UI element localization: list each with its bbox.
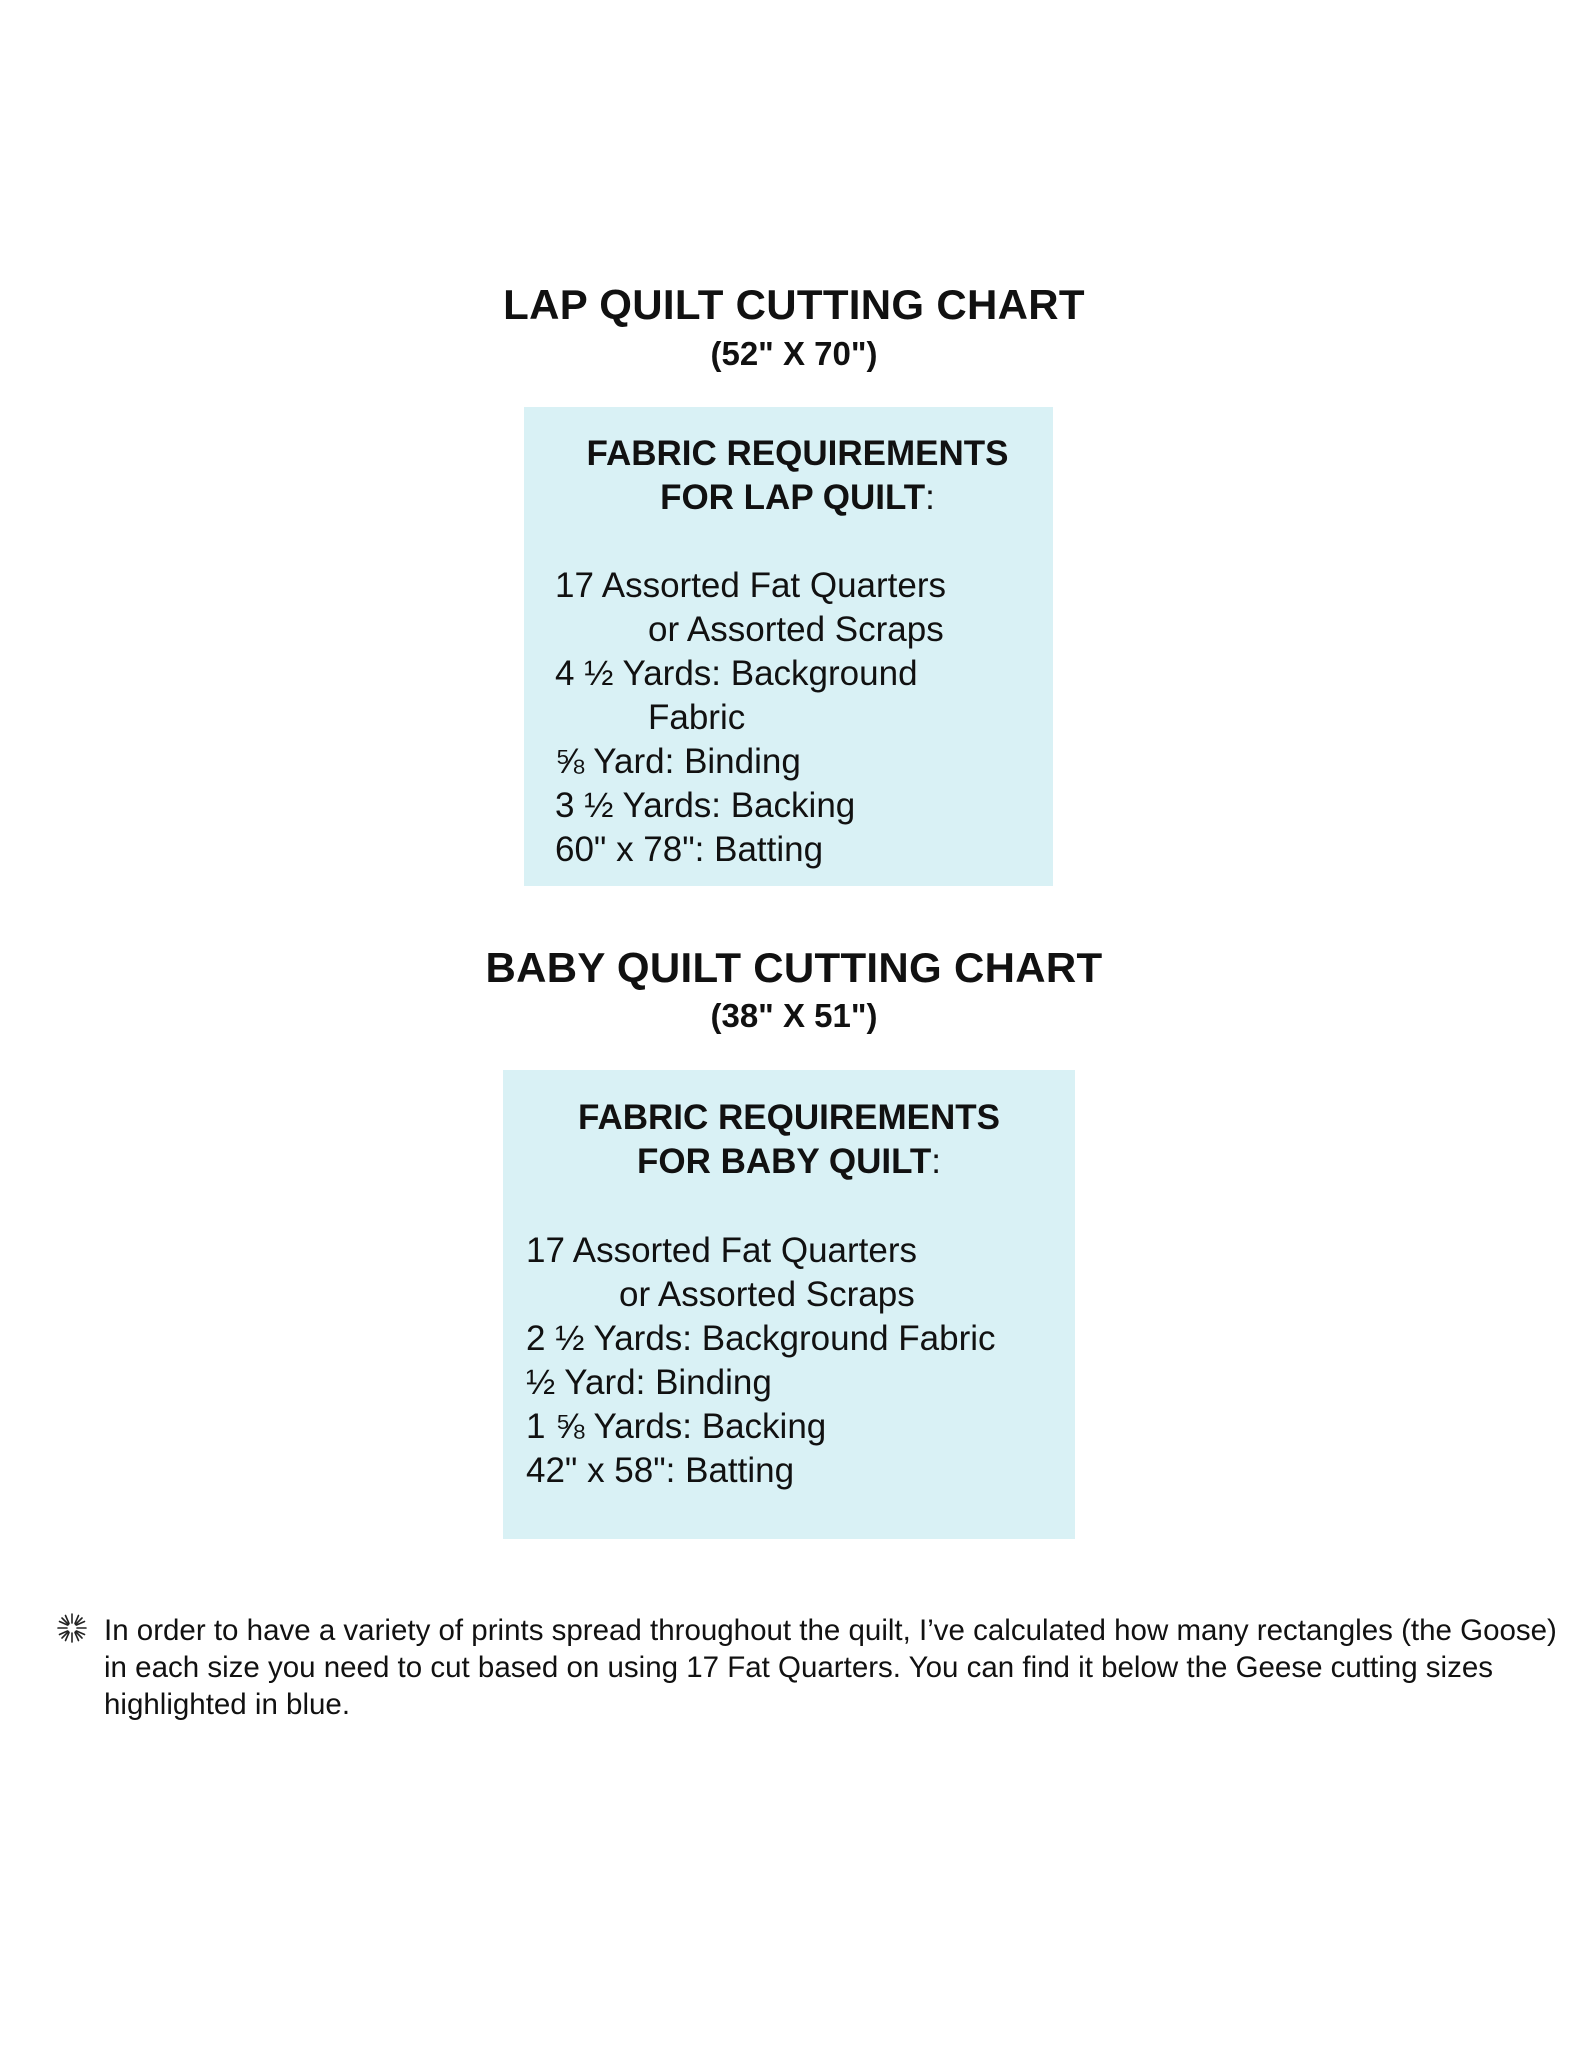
lap-fabric-requirements-heading bbox=[542, 432, 1053, 520]
lap-quilt-size: (52" X 70") bbox=[710, 335, 878, 372]
starburst-bullet-icon bbox=[56, 1612, 88, 1644]
list-item: 3 ½ Yards: Backing bbox=[555, 786, 856, 825]
baby-fabric-list bbox=[526, 1229, 996, 1493]
list-item: Fabric bbox=[648, 698, 746, 737]
lap-heading-line2-wrap bbox=[542, 476, 1053, 520]
baby-heading-line1: FABRIC REQUIREMENTS bbox=[578, 1098, 1000, 1137]
list-item: or Assorted Scraps bbox=[648, 610, 944, 649]
baby-heading-line2-wrap bbox=[503, 1140, 1075, 1184]
list-item: ⅝ Yard: Binding bbox=[555, 742, 801, 781]
list-item: 2 ½ Yards: Background Fabric bbox=[526, 1319, 996, 1358]
lap-heading-colon: : bbox=[925, 478, 935, 517]
lap-heading-line2: FOR LAP QUILT bbox=[660, 478, 926, 517]
baby-heading-colon: : bbox=[931, 1142, 941, 1181]
cutting-note-text: In order to have a variety of prints spread throughout the quilt, I’ve calculated how many rectangles (the Goose) in each size you need to cut based on using 17 Fat Quarters. You can find it below the Geese cutting sizes highlighted in blue. bbox=[104, 1614, 1557, 1721]
lap-fabric-requirements-box bbox=[524, 407, 1053, 886]
list-item: 17 Assorted Fat Quarters bbox=[555, 566, 947, 605]
baby-heading-line2: FOR BABY QUILT bbox=[637, 1142, 932, 1181]
list-item: 60" x 78": Batting bbox=[555, 830, 824, 869]
list-item: 17 Assorted Fat Quarters bbox=[526, 1231, 918, 1270]
list-item: or Assorted Scraps bbox=[619, 1275, 915, 1314]
lap-heading-line1: FABRIC REQUIREMENTS bbox=[586, 434, 1009, 473]
baby-fabric-requirements-box bbox=[503, 1070, 1075, 1539]
baby-quilt-title: BABY QUILT CUTTING CHART bbox=[485, 944, 1103, 991]
baby-fabric-requirements-heading bbox=[503, 1096, 1075, 1184]
lap-fabric-list bbox=[555, 564, 946, 872]
list-item: 42" x 58": Batting bbox=[526, 1451, 795, 1490]
lap-quilt-title: LAP QUILT CUTTING CHART bbox=[503, 281, 1085, 328]
list-item: 4 ½ Yards: Background bbox=[555, 654, 918, 693]
baby-quilt-size: (38" X 51") bbox=[710, 997, 878, 1034]
list-item: 1 ⅝ Yards: Backing bbox=[526, 1407, 827, 1446]
list-item: ½ Yard: Binding bbox=[526, 1363, 772, 1402]
